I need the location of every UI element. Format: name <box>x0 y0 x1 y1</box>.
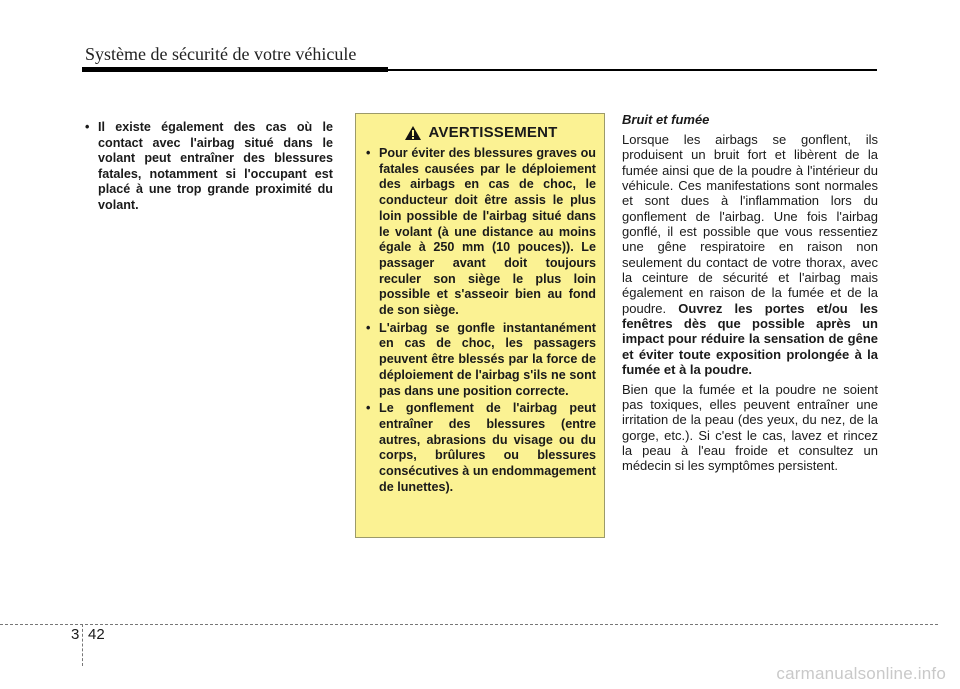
left-bullet-item: • Il existe également des cas où le contact avec l'airbag situé dans le volant peut entraîner des blessures fatales, notamment si l'occupant est placé à une trop grande proximité du volant. <box>85 120 333 213</box>
left-bullet-list <box>85 120 333 213</box>
right-column <box>622 112 878 478</box>
paragraph-1-bold: Ouvrez les portes et/ou les fenêtres dès que possible après un impact pour réduire la sensation de gêne et éviter toute exposition prolongée à la fumée et à la poudre. <box>622 300 878 378</box>
warning-box <box>355 113 605 538</box>
left-column <box>85 120 333 215</box>
warning-bullet-list <box>366 146 596 495</box>
warning-item: • Le gonflement de l'airbag peut entraîner des blessures (entre autres, abrasions du visage ou du corps, brûlures ou blessures consécutives à un endommagement de lunettes). <box>366 401 596 495</box>
page-number: 42 <box>88 626 105 643</box>
paragraph-2: Bien que la fumée et la poudre ne soient pas toxiques, elles peuvent entraîner une irritation de la peau (des yeux, du nez, de la gorge, etc.). Si c'est le cas, lavez et rincez la peau à l'eau froide et consultez un médecin si les symptômes persistent. <box>622 381 878 474</box>
footer-vertical-divider <box>82 624 83 666</box>
warning-header <box>366 124 596 141</box>
footer-divider <box>0 624 938 625</box>
watermark: carmanualsonline.info <box>776 664 946 683</box>
paragraph-1-text: Lorsque les airbags se gonflent, ils produisent un bruit fort et libèrent de la fumée ainsi que de la poudre à l'intérieur du véhicule. Ces manifestations sont normales et sont dues à l'inflammation lors du gonflement de l'airbag. Une fois l'airbag gonflé, il est possible que vous ressentiez une gêne respiratoire en raison non seulement du contact de votre thorax, avec la ceinture de sécurité et l'airbag mais également en raison de la fumée et de la poudre. <box>622 132 878 316</box>
header-rule-thin <box>388 69 877 71</box>
page-header-title: Système de sécurité de votre véhicule <box>85 44 357 64</box>
warning-item: • L'airbag se gonfle instantanément en cas de choc, les passagers peuvent être blessés par la force de déploiement de l'airbag s'ils ne sont pas dans une position correcte. <box>366 321 596 400</box>
page-section-number: 3 <box>71 626 80 643</box>
warning-item: • Pour éviter des blessures graves ou fatales causées par le déploiement des airbags en cas de choc, le conducteur doit être assis le plus loin possible de l'airbag situé dans le volant (à une distance au moins égale à 250 mm (10 pouces)). Le passager avant doit toujours reculer son siège le plus loin possible et s'asseoir bien au fond de son siège. <box>366 146 596 319</box>
warning-triangle-icon <box>404 125 422 141</box>
paragraph-1 <box>622 132 878 378</box>
warning-title: AVERTISSEMENT <box>428 124 558 141</box>
header-rule-thick <box>82 67 388 72</box>
section-title: Bruit et fumée <box>622 112 710 127</box>
